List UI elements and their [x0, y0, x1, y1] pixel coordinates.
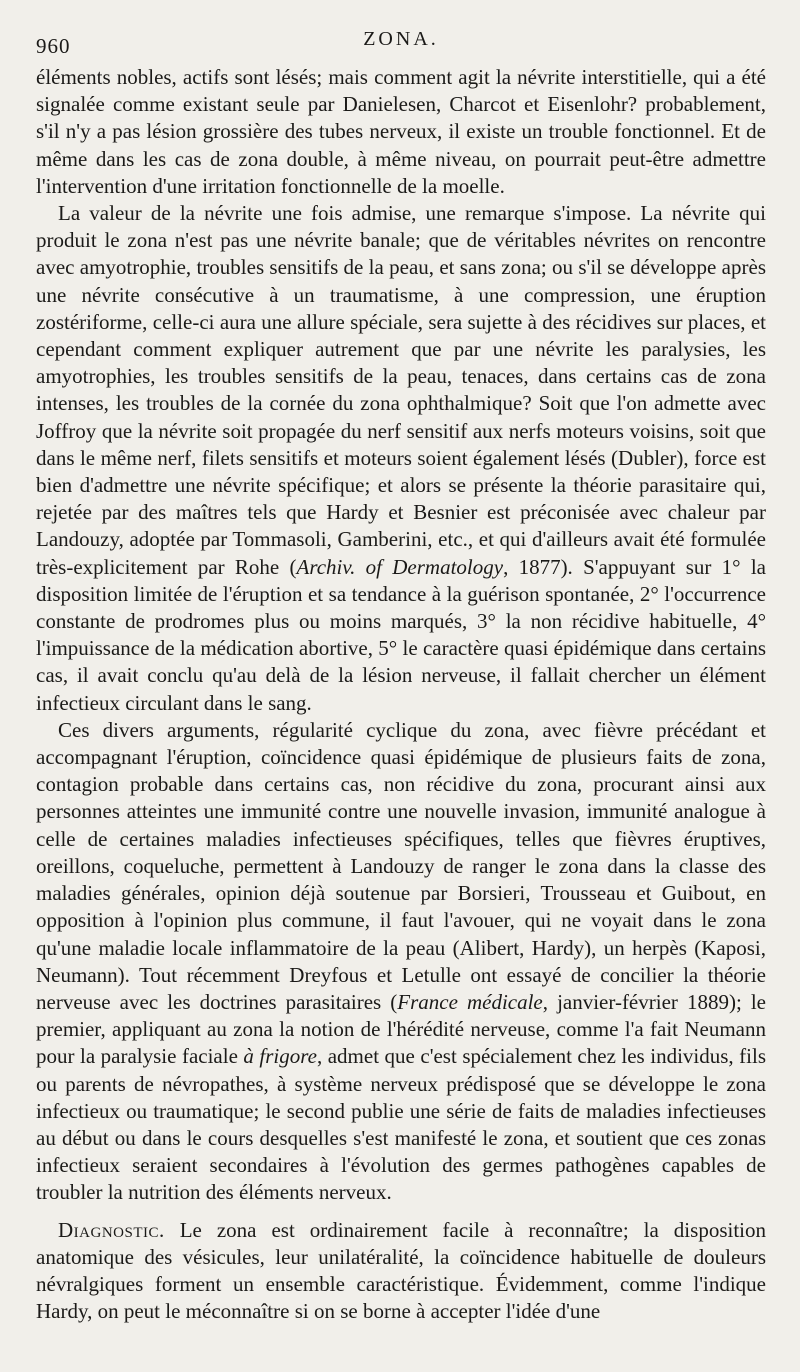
- body-text: [36, 64, 766, 1325]
- journal-citation-archiv: Archiv. of Dermatology: [296, 554, 504, 579]
- paragraph-1: [36, 64, 766, 200]
- paragraph-3-text-b: , janvier-février 1889); le premier, appliquant au zona la notion de l'hérédité nerveuse, comme l'a fait Neumann pour la paralysie faciale: [36, 989, 766, 1069]
- paragraph-3: [36, 717, 766, 1207]
- paragraph-1-text: éléments nobles, actifs sont lésés; mais comment agit la névrite interstitielle, qui a été signalée comme existant seule par Danielesen, Charcot et Eisenlohr? probablement, s'il n'y a pas lésion grossière des tubes nerveux, il existe un trouble fonctionnel. Et de même dans les cas de zona double, à même niveau, on pourrait peut-être admettre l'intervention d'une irritation fonctionnelle de la moelle.: [36, 65, 766, 198]
- latin-term: à frigore: [243, 1044, 317, 1069]
- paragraph-3-text-a: Ces divers arguments, régularité cyclique du zona, avec fièvre précédant et accompagnant l'éruption, coïncidence quasi épidémique de plusieurs faits de zona, contagion probable dans certains cas, non récidive du zona, procurant ainsi aux personnes atteintes une immunité contre une nouvelle invasion, immunité analogue à celle de certaines maladies infectieuses spécifiques, telles que fièvres éruptives, oreillons, coqueluche, permettent à Landouzy de ranger le zona dans la classe des maladies générales, opinion déjà soutenue par Borsieri, Trousseau et Guibout, en opposition à l'opinion plus commune, il faut l'avouer, qui ne voyait dans le zona qu'une maladie locale inflammatoire de la peau (Alibert, Hardy), un herpès (Kaposi, Neumann). Tout récemment Dreyfous et Letulle ont essayé de concilier la théorie nerveuse avec les doctrines parasitaires (: [36, 717, 766, 1014]
- paragraph-diagnostic-text: Le zona est ordinairement facile à reconnaître; la disposition anatomique des vésicules, leur unilatéralité, la coïncidence habituelle de douleurs névralgiques forment un ensemble caractéristique. Évidemment, comme l'indique Hardy, on peut le méconnaître si on se borne à accepter l'idée d'une: [36, 1217, 766, 1324]
- page-number: 960: [36, 34, 71, 58]
- paragraph-diagnostic: [36, 1217, 766, 1326]
- paragraph-3-text-c: , admet que c'est spécialement chez les individus, fils ou parents de névropathes, à système nerveux prédisposé que se développe le zona infectieux ou traumatique; le second publie une série de faits de maladies infectieuses au début ou dans le cours desquelles s'est manifesté le zona, et soutient que ces zonas infectieux seraient secondaires à l'évolution des germes pathogènes capables de troubler la nutrition des éléments nerveux.: [36, 1044, 767, 1205]
- running-head: [36, 28, 766, 64]
- paragraph-2-text-a: La valeur de la névrite une fois admise, une remarque s'impose. La névrite qui produit le zona n'est pas une névrite banale; que de véritables névrites on rencontre avec amyotrophie, troubles sensitifs de la peau, et sans zona; ou s'il se développe après une névrite consécutive à un traumatisme, à une compression, une éruption zostériforme, celle-ci aura une allure spéciale, sera sujette à des récidives sur places, et cependant comment expliquer autrement que par une névrite les paralysies, les amyotrophies, les troubles sensitifs de la peau, tenaces, dans certains cas de zona intenses, les troubles de la cornée du zona ophthalmique? Soit que l'on admette avec Joffroy que la névrite soit propagée du nerf sensitif aux nerfs moteurs voisins, soit que dans le même nerf, filets sensitifs et moteurs soient également lésés (Dubler), force est bien d'admettre une névrite spécifique; et alors se présente la théorie parasitaire qui, rejetée par des maîtres tels que Hardy et Besnier est préconisée avec chaleur par Landouzy, adoptée par Tommasoli, Gamberini, etc., et qui d'ailleurs avait été formulée très-explicitement par Rohe (: [36, 201, 766, 579]
- paragraph-2: [36, 200, 766, 717]
- journal-citation-france-medicale: France médicale: [397, 989, 543, 1014]
- running-title: ZONA.: [363, 28, 439, 50]
- paragraph-2-text-b: , 1877). S'appuyant sur 1° la disposition limitée de l'éruption et sa tendance à la guérison spontanée, 2° l'occurrence constante de prodromes plus ou moins marqués, 3° la non récidive habituelle, 4° l'impuissance de la médication abortive, 5° le caractère quasi épidémique dans certains cas, il avait conclu qu'au delà de la lésion nerveuse, il fallait chercher un élément infectieux circulant dans le sang.: [36, 554, 766, 715]
- section-heading-diagnostic: Diagnostic.: [58, 1217, 165, 1242]
